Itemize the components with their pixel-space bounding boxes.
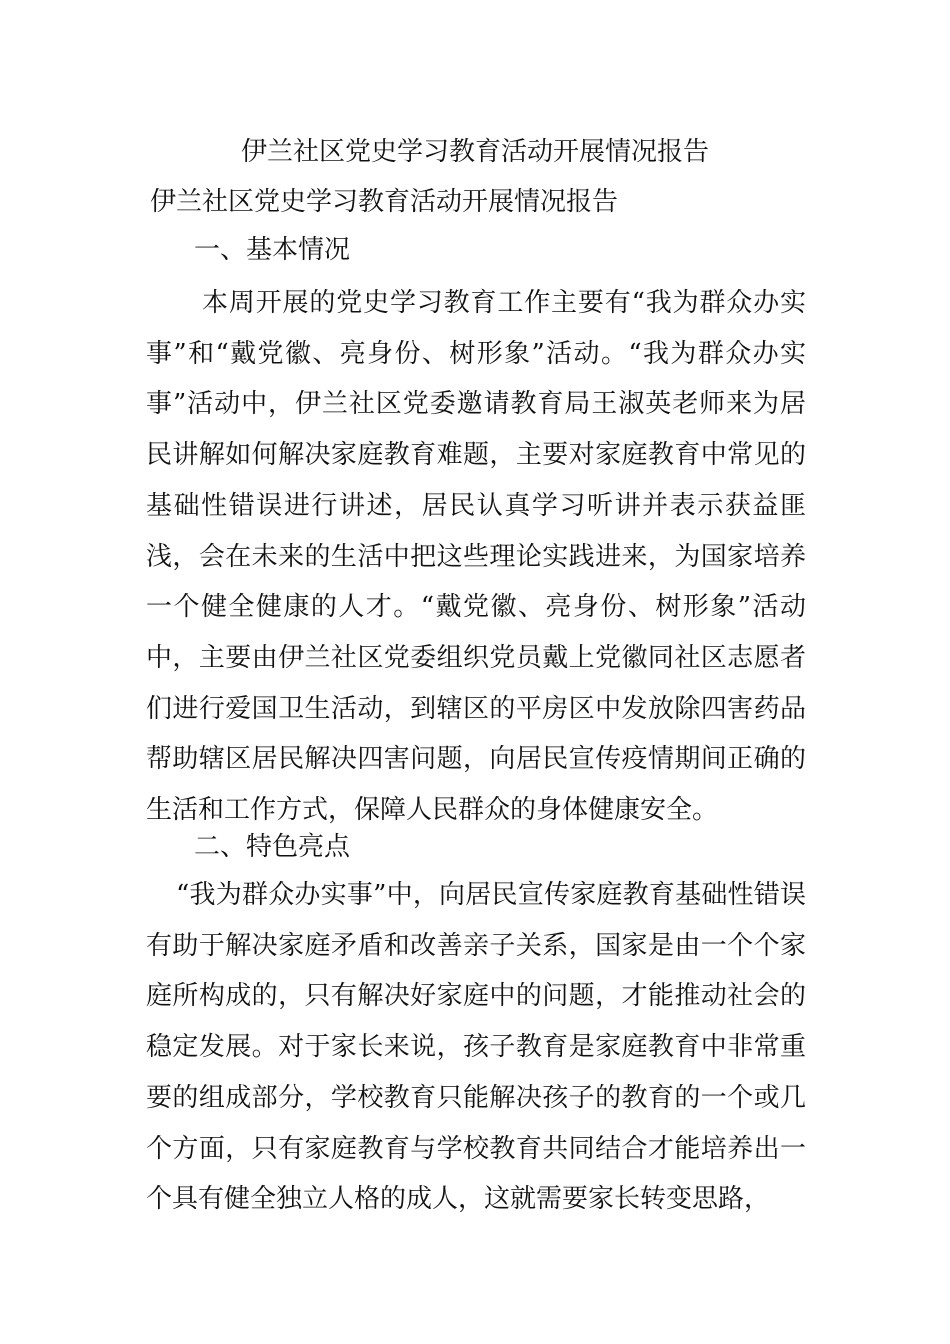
section-paragraph-highlights: “我为群众办实事”中，向居民宣传家庭教育基础性错误有助于解决家庭矛盾和改善亲子关系，国家是由一个个家庭所构成的，只有解决好家庭中的问题，才能推动社会的稳定发展。对于家长来说，孩子教育是家庭教育中非常重要的组成部分，学校教育只能解决孩子的教育的一个或几个方面，只有家庭教育与学校教育共同结合才能培养出一个具有健全独立人格的成人，这就需要家长转变思路， [146,880,806,1215]
section-heading-basic-situation: 一、基本情况 [194,235,351,265]
document-subtitle: 伊兰社区党史学习教育活动开展情况报告 [150,187,619,217]
section-paragraph-basic-situation: 本周开展的党史学习教育工作主要有“我为群众办实事”和“戴党徽、亮身份、树形象”活动。“我为群众办实事”活动中，伊兰社区党委邀请教育局王淑英老师来为居民讲解如何解决家庭教育难题，主要对家庭教育中常见的基础性错误进行讲述，居民认真学习听讲并表示获益匪浅，会在未来的生活中把这些理论实践进来，为国家培养一个健全健康的人才。“戴党徽、亮身份、树形象”活动中，主要由伊兰社区党委组织党员戴上党徽同社区志愿者们进行爱国卫生活动，到辖区的平房区中发放除四害药品帮助辖区居民解决四害问题，向居民宣传疫情期间正确的生活和工作方式，保障人民群众的身体健康安全。 [146,288,806,826]
section-heading-highlights: 二、特色亮点 [194,832,351,862]
document-title: 伊兰社区党史学习教育活动开展情况报告 [240,137,709,167]
